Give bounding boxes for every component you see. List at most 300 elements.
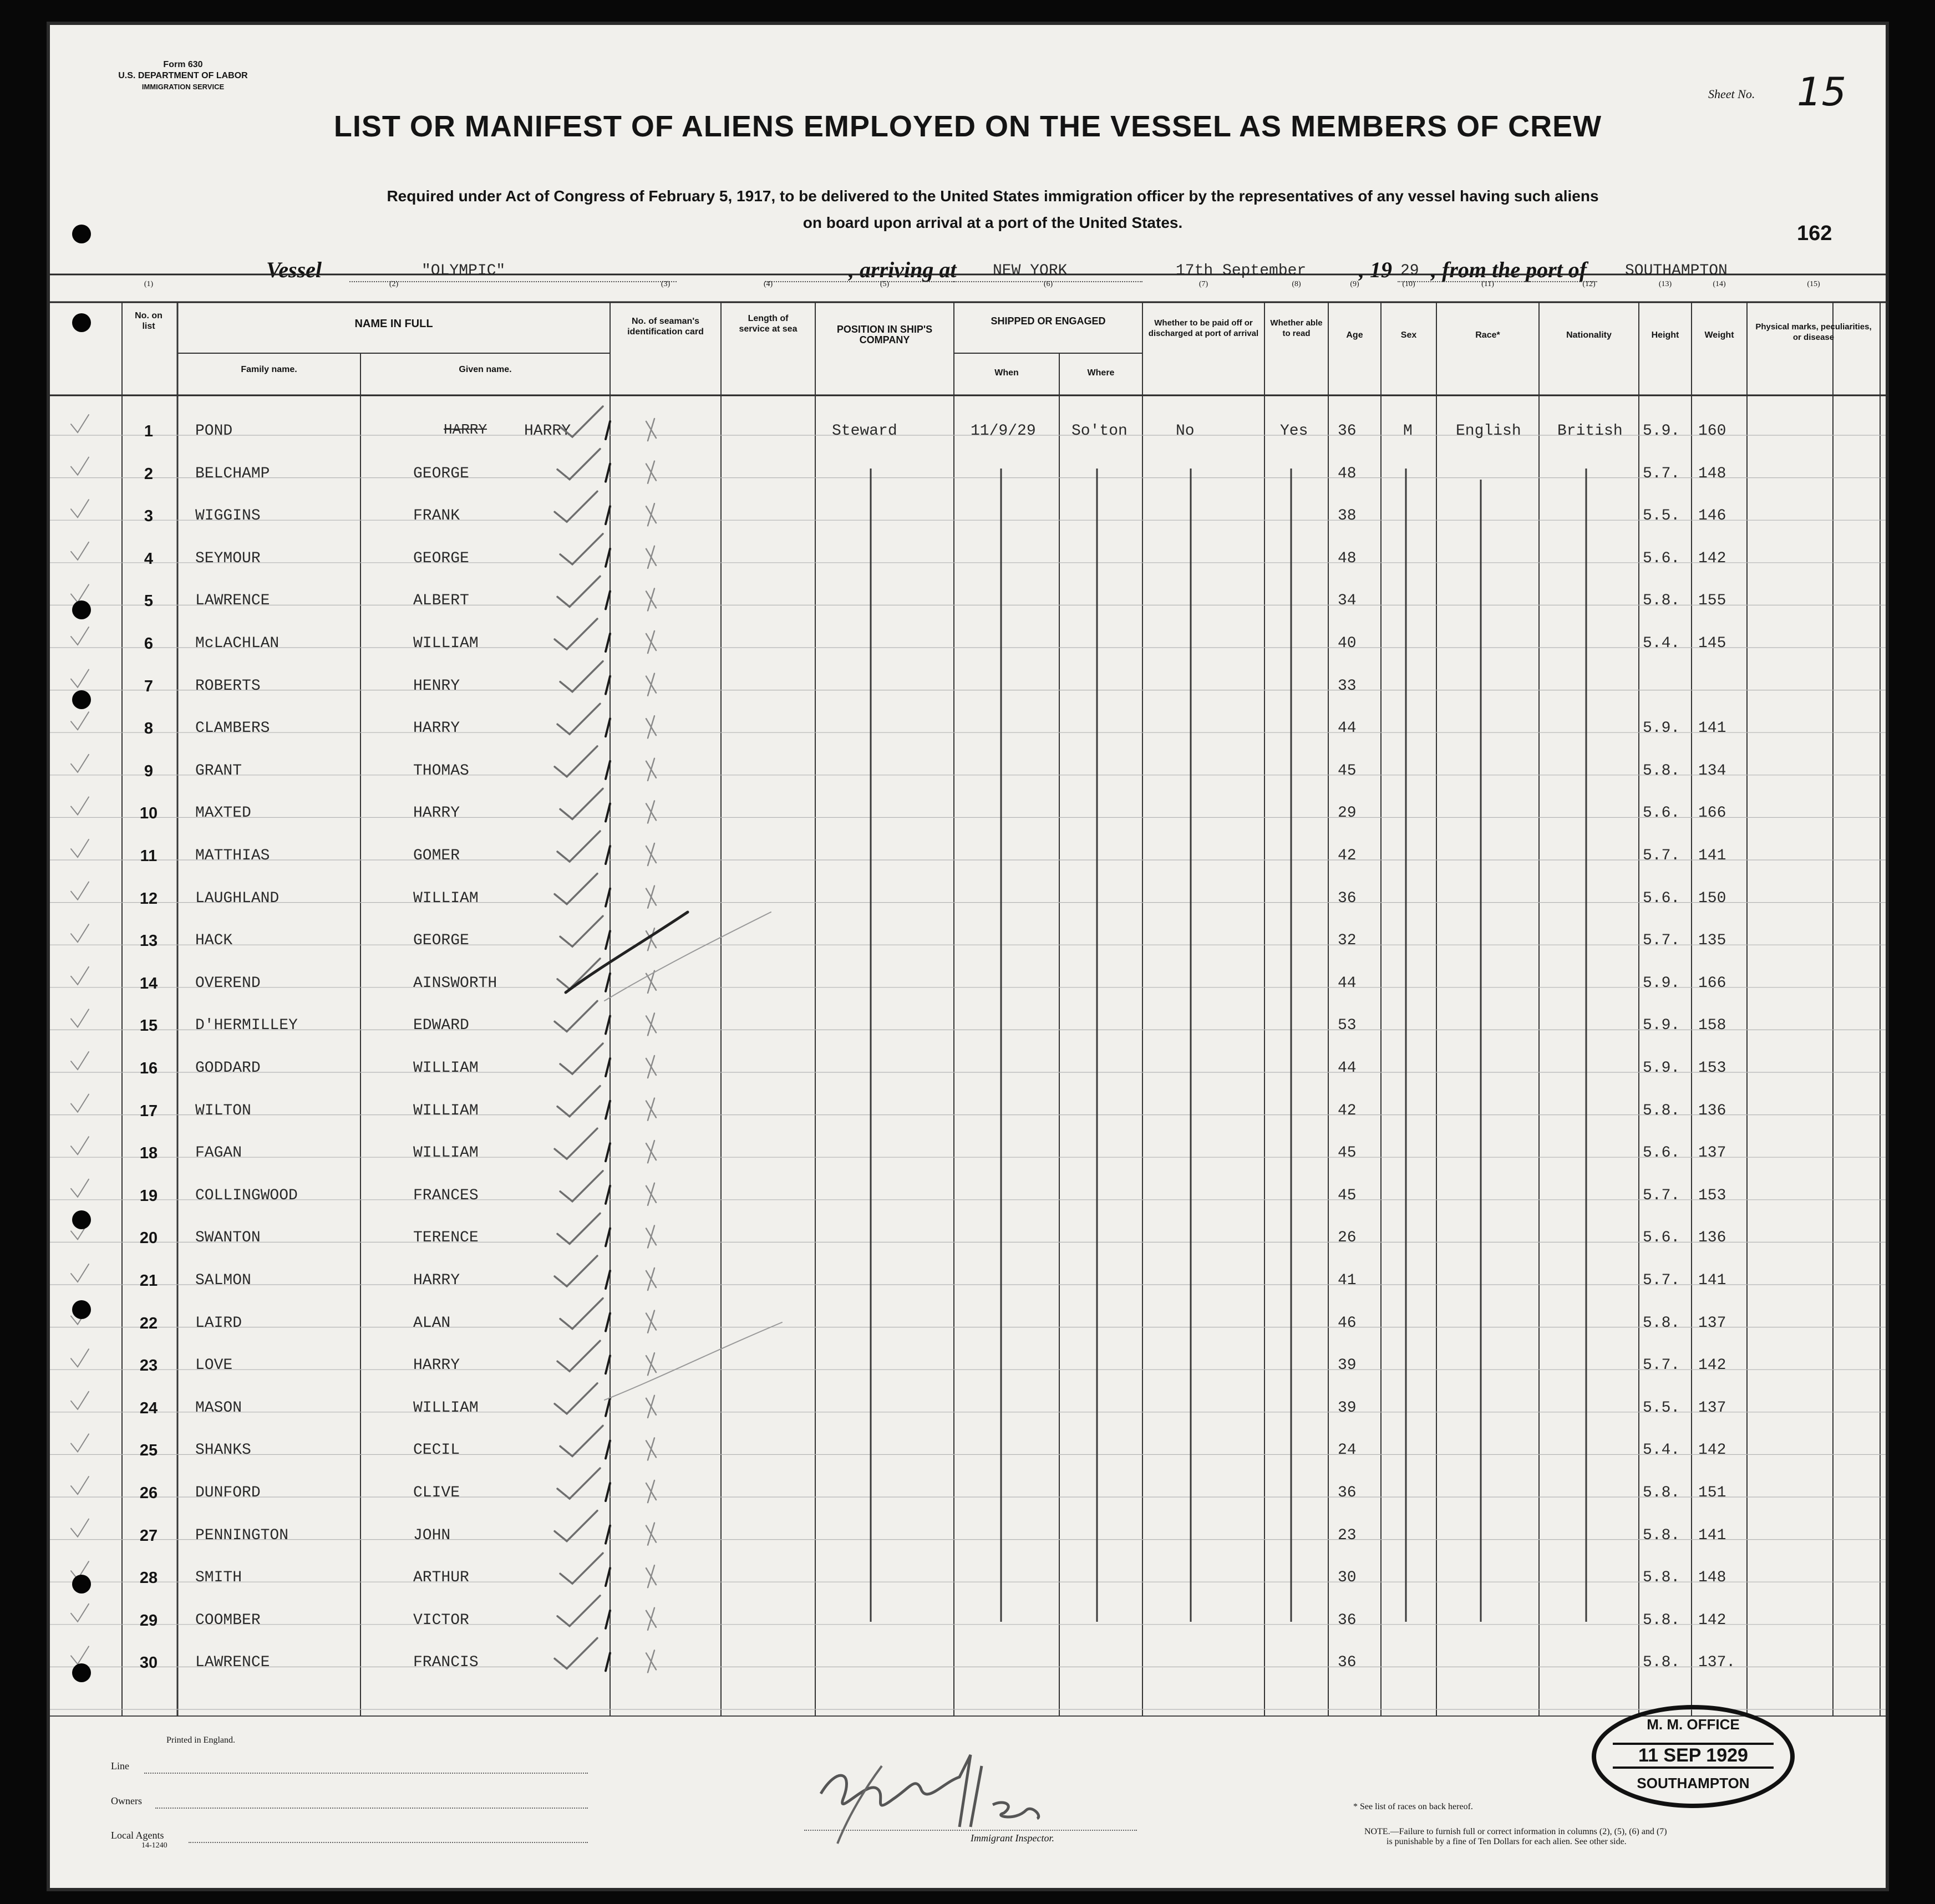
shipped-where-value: So'ton (1071, 422, 1128, 440)
cross-mark (646, 588, 656, 610)
form-number: Form 630 (163, 60, 203, 69)
given-name: JOHN (413, 1526, 451, 1544)
col-1-number: (1) (144, 280, 154, 288)
check-mark (557, 576, 600, 607)
family-name: D'HERMILLEY (195, 1017, 298, 1035)
age-value: 44 (1338, 974, 1357, 992)
given-name: HARRY (413, 805, 460, 822)
weight-value: 142 (1698, 1442, 1726, 1459)
col-2-label: NAME IN FULL (354, 318, 433, 330)
check-mark (557, 831, 600, 862)
given-name: VICTOR (413, 1611, 469, 1629)
col-10-number: (10) (1402, 280, 1415, 288)
height-value: 5.7. (1643, 1187, 1680, 1204)
family-name: WILTON (195, 1102, 251, 1119)
age-value: 48 (1338, 549, 1357, 567)
row-number: 21 (139, 1272, 158, 1290)
row-number: 11 (140, 847, 158, 865)
given-name: FRANK (413, 507, 460, 525)
age-value: 40 (1338, 635, 1357, 652)
family-name: HACK (195, 932, 233, 950)
race-value: English (1456, 422, 1521, 440)
age-value: 53 (1338, 1017, 1357, 1035)
height-value: 5.8. (1643, 1654, 1680, 1672)
check-mark (560, 916, 603, 946)
check-mark (555, 619, 597, 649)
cross-mark (646, 674, 656, 696)
given-name: GEORGE (413, 549, 469, 567)
row-number: 10 (139, 805, 158, 823)
age-value: 44 (1338, 1060, 1357, 1077)
height-value: 5.8. (1643, 1314, 1680, 1332)
weight-value: 153 (1698, 1187, 1726, 1204)
weight-value: 158 (1698, 1017, 1726, 1035)
check-mark (557, 1468, 600, 1499)
family-name: WIGGINS (195, 507, 261, 525)
document-title: LIST OR MANIFEST OF ALIENS EMPLOYED ON THE VESSEL AS MEMBERS OF CREW (333, 110, 1602, 143)
arriving-label: , arriving at (849, 257, 957, 282)
col-5-number: (5) (880, 280, 890, 288)
height-value: 5.8. (1643, 1102, 1680, 1119)
punch-hole (72, 600, 91, 619)
cross-mark (646, 801, 656, 823)
check-mark (557, 1596, 600, 1626)
row-number: 9 (144, 762, 154, 780)
col-8-label: Whether able to read (1270, 318, 1323, 338)
line-label: Line (111, 1760, 129, 1771)
family-name: SALMON (195, 1272, 251, 1289)
age-value: 36 (1338, 889, 1357, 907)
subtitle-line-1: Required under Act of Congress of February 5, 1917, to be delivered to the United States immigration officer by the representatives of any vessel having such aliens (387, 187, 1599, 205)
check-mark (555, 491, 597, 522)
col-7-number: (7) (1198, 280, 1208, 288)
height-value: 5.5. (1643, 1399, 1680, 1417)
weight-value: 136 (1698, 1102, 1726, 1119)
col-7-label: Whether to be paid off or discharged at port of arrival (1148, 318, 1259, 338)
cross-mark (646, 1480, 656, 1503)
margin-tick (71, 712, 89, 730)
given-name: ALBERT (413, 592, 469, 610)
check-mark (560, 661, 603, 692)
col-6-number: (6) (1043, 280, 1053, 288)
given-name: WILLIAM (413, 889, 479, 907)
margin-tick (71, 1349, 89, 1367)
row-number: 22 (139, 1314, 158, 1332)
row-number: 19 (139, 1187, 158, 1205)
cross-mark (646, 1225, 656, 1248)
family-name: COOMBER (195, 1611, 261, 1629)
vessel-name: "OLYMPIC" (421, 262, 506, 279)
col-14-number: (14) (1713, 280, 1726, 288)
weight-value: 166 (1698, 974, 1726, 992)
able-to-read-value: Yes (1280, 422, 1308, 440)
cross-mark (646, 716, 656, 738)
weight-value: 141 (1698, 1526, 1726, 1544)
given-name: HARRY (413, 1272, 460, 1289)
cross-mark (646, 1523, 656, 1545)
card-stroke (606, 1356, 610, 1373)
row-number: 13 (139, 932, 158, 950)
office-stamp (1592, 1705, 1795, 1808)
given-name: EDWARD (413, 1017, 469, 1035)
check-mark (557, 1341, 600, 1371)
row-number: 14 (139, 974, 158, 992)
height-value: 5.7. (1643, 932, 1680, 950)
card-stroke (606, 1228, 610, 1246)
weight-value: 160 (1698, 422, 1726, 440)
family-name: LAIRD (195, 1314, 242, 1332)
cross-mark (646, 461, 656, 483)
weight-value: 137 (1698, 1399, 1726, 1417)
check-mark (560, 1171, 603, 1202)
cross-mark (646, 1650, 656, 1672)
check-mark (560, 1043, 603, 1074)
given-name: WILLIAM (413, 1144, 479, 1162)
card-stroke (606, 1653, 610, 1671)
given-name: TERENCE (413, 1229, 479, 1247)
family-name: SEYMOUR (195, 549, 261, 567)
row-number: 28 (139, 1569, 158, 1587)
given-name: HARRY (413, 720, 460, 737)
card-stroke (606, 1058, 610, 1076)
given-name: AINSWORTH (413, 974, 497, 992)
row-number: 18 (139, 1144, 158, 1163)
family-name: COLLINGWOOD (195, 1187, 298, 1204)
height-value: 5.8. (1643, 592, 1680, 610)
weight-value: 151 (1698, 1484, 1726, 1501)
weight-value: 146 (1698, 507, 1726, 525)
family-name: PENNINGTON (195, 1526, 289, 1544)
height-value: 5.9. (1643, 720, 1680, 737)
age-value: 26 (1338, 1229, 1357, 1247)
given-name: ARTHUR (413, 1569, 469, 1587)
age-value: 41 (1338, 1272, 1357, 1289)
age-value: 45 (1338, 762, 1357, 780)
cross-mark (646, 631, 656, 653)
given-name: CLIVE (413, 1484, 460, 1501)
card-stroke (606, 676, 610, 694)
check-mark (555, 1511, 597, 1541)
from-label: , from the port of (1431, 257, 1587, 282)
age-value: 36 (1338, 1611, 1357, 1629)
margin-tick (71, 1052, 89, 1070)
col-14-label: Weight (1704, 330, 1734, 340)
card-stroke (606, 506, 610, 524)
stamp-top-text: M. M. OFFICE (1647, 1716, 1740, 1733)
family-name: LAUGHLAND (195, 889, 280, 907)
age-value: 24 (1338, 1442, 1357, 1459)
when-header: When (994, 368, 1019, 378)
vessel-label: Vessel (266, 257, 322, 282)
height-value: 5.6. (1643, 889, 1680, 907)
card-stroke (606, 1016, 610, 1034)
shipped-when-value: 11/9/29 (971, 422, 1036, 440)
cross-mark (646, 1565, 656, 1587)
family-name: LAWRENCE (195, 592, 270, 610)
margin-tick (71, 882, 89, 900)
given-name: ALAN (413, 1314, 451, 1332)
check-mark (557, 704, 600, 734)
cross-mark (646, 1013, 656, 1035)
age-value: 36 (1338, 1654, 1357, 1672)
year-prefix: , 19 (1359, 257, 1392, 282)
punch-hole (72, 1300, 91, 1319)
punch-hole (72, 690, 91, 709)
height-value: 5.9. (1643, 1060, 1680, 1077)
agents-field (189, 1842, 588, 1843)
age-value: 36 (1338, 422, 1357, 440)
margin-tick (71, 584, 89, 602)
height-value: 5.4. (1643, 1442, 1680, 1459)
paid-off-value: No (1176, 422, 1195, 440)
printed-in: Printed in England. (166, 1735, 235, 1745)
card-stroke (606, 1101, 610, 1119)
check-mark (560, 534, 603, 564)
given-name: WILLIAM (413, 1060, 479, 1077)
check-mark (555, 874, 597, 904)
col-9-number: (9) (1350, 280, 1359, 288)
nationality-value: British (1557, 422, 1623, 440)
pencil-stroke (605, 912, 771, 1001)
given-name: HENRY (413, 677, 460, 695)
margin-tick (71, 924, 89, 942)
department-name: U.S. DEPARTMENT OF LABOR (118, 71, 248, 80)
margin-tick (71, 1434, 89, 1452)
given-name: FRANCES (413, 1187, 479, 1204)
service-name: IMMIGRATION SERVICE (141, 83, 225, 91)
age-value: 45 (1338, 1144, 1357, 1162)
arrival-year: 29 (1400, 262, 1419, 279)
given-name: FRANCIS (413, 1654, 479, 1672)
margin-tick (71, 1179, 89, 1197)
weight-value: 141 (1698, 720, 1726, 737)
pencil-stroke (605, 1322, 782, 1400)
weight-value: 141 (1698, 847, 1726, 864)
check-mark (560, 1426, 603, 1456)
margin-tick (71, 670, 89, 688)
age-value: 36 (1338, 1484, 1357, 1501)
penalty-note (1364, 1827, 1667, 1847)
cross-mark (646, 546, 656, 568)
check-mark (557, 1086, 600, 1117)
row-number: 25 (139, 1442, 158, 1460)
card-stroke (606, 634, 610, 651)
row-number: 26 (139, 1484, 158, 1502)
card-stroke (606, 1440, 610, 1458)
card-stroke (606, 1186, 610, 1204)
col-8-number: (8) (1292, 280, 1301, 288)
row-number: 30 (139, 1654, 158, 1672)
inspector-signature (804, 1733, 1115, 1860)
margin-tick (71, 1009, 89, 1027)
cross-mark (646, 1396, 656, 1418)
family-name: FAGAN (195, 1144, 242, 1162)
punch-hole (72, 1663, 91, 1682)
margin-tick (71, 1392, 89, 1409)
height-value: 5.8. (1643, 1526, 1680, 1544)
col-12-label: Nationality (1566, 330, 1612, 340)
row-number: 12 (139, 889, 158, 908)
cross-mark (646, 1183, 656, 1205)
cross-mark (646, 1268, 656, 1290)
form-code: 14-1240 (141, 1841, 167, 1850)
owners-field (155, 1808, 588, 1809)
row-number: 4 (144, 549, 154, 568)
margin-tick (71, 542, 89, 560)
height-value: 5.9. (1643, 1017, 1680, 1035)
family-name: MASON (195, 1399, 242, 1417)
check-mark (555, 1001, 597, 1031)
card-stroke (606, 1398, 610, 1416)
col-4-number: (4) (763, 280, 773, 288)
weight-value: 150 (1698, 889, 1726, 907)
row-number: 15 (139, 1017, 158, 1035)
check-mark (555, 1383, 597, 1414)
weight-value: 155 (1698, 592, 1726, 610)
card-stroke (606, 1568, 610, 1586)
card-stroke (606, 464, 610, 482)
row-number: 27 (139, 1526, 158, 1545)
penalty-note-line-2: is punishable by a fine of Ten Dollars for each alien. See other side. (1387, 1837, 1627, 1846)
col-2-number: (2) (389, 280, 399, 288)
age-value: 38 (1338, 507, 1357, 525)
age-value: 48 (1338, 465, 1357, 482)
card-stroke (606, 803, 610, 821)
card-stroke (606, 1314, 610, 1331)
cross-mark (646, 886, 656, 908)
margin-tick (71, 755, 89, 772)
position-value: Steward (832, 422, 897, 440)
age-value: 46 (1338, 1314, 1357, 1332)
card-stroke (606, 931, 610, 949)
owners-label: Owners (111, 1795, 142, 1806)
where-header: Where (1087, 368, 1115, 378)
weight-value: 142 (1698, 1357, 1726, 1374)
age-value: 45 (1338, 1187, 1357, 1204)
height-value: 5.6. (1643, 805, 1680, 822)
weight-value: 141 (1698, 1272, 1726, 1289)
height-value: 5.7. (1643, 847, 1680, 864)
col-3-label: No. of seaman's identification card (627, 317, 704, 337)
cross-mark (646, 843, 656, 866)
subtitle-line-2: on board upon arrival at a port of the United States. (803, 214, 1183, 231)
row-number: 5 (144, 592, 154, 610)
weight-value: 148 (1698, 1569, 1726, 1587)
age-value: 44 (1338, 720, 1357, 737)
weight-value: 135 (1698, 932, 1726, 950)
weight-value: 137. (1698, 1654, 1736, 1672)
row-number: 23 (139, 1357, 158, 1375)
card-stroke (606, 1271, 610, 1289)
weight-value: 148 (1698, 465, 1726, 482)
card-stroke (606, 591, 610, 609)
age-value: 42 (1338, 1102, 1357, 1119)
check-mark (560, 788, 603, 819)
inspector-label: Immigrant Inspector. (971, 1832, 1054, 1844)
col-15-number: (15) (1807, 280, 1820, 288)
age-value: 42 (1338, 847, 1357, 864)
height-value: 5.6. (1643, 549, 1680, 567)
given-name: WILLIAM (413, 1102, 479, 1119)
check-mark (560, 1553, 603, 1584)
family-name: BELCHAMP (195, 465, 270, 482)
family-name: ROBERTS (195, 677, 261, 695)
card-stroke (606, 889, 610, 907)
height-value: 5.8. (1643, 1569, 1680, 1587)
row-number: 2 (144, 465, 154, 483)
card-stroke (606, 761, 610, 779)
cross-mark (646, 1353, 656, 1375)
arrival-date: 17th September (1176, 262, 1307, 279)
family-name: POND (195, 422, 233, 440)
check-mark (557, 1213, 600, 1244)
margin-tick (71, 1646, 89, 1664)
given-name: GEORGE (413, 932, 469, 950)
age-value: 33 (1338, 677, 1357, 695)
card-stroke (606, 974, 610, 991)
family-name: McLACHLAN (195, 635, 280, 652)
check-mark (555, 1256, 597, 1286)
punch-hole (72, 225, 91, 243)
family-name: SMITH (195, 1569, 242, 1587)
col-13-number: (13) (1658, 280, 1672, 288)
card-stroke (606, 1143, 610, 1161)
cross-mark (646, 503, 656, 526)
check-mark (555, 1128, 597, 1159)
card-stroke (606, 1526, 610, 1544)
check-mark (557, 449, 600, 480)
margin-tick (71, 967, 89, 985)
punch-hole (72, 1575, 91, 1594)
height-value: 5.5. (1643, 507, 1680, 525)
given-name: GEORGE (413, 465, 469, 482)
family-name: SHANKS (195, 1442, 251, 1459)
col-15-label: Physical marks, peculiarities, or disease (1755, 322, 1872, 342)
sheet-number: 15 (1797, 69, 1847, 115)
cross-mark (646, 1141, 656, 1163)
family-name: LOVE (195, 1357, 233, 1374)
margin-tick (71, 1519, 89, 1537)
weight-value: 142 (1698, 1611, 1726, 1629)
height-value: 5.9. (1643, 974, 1680, 992)
col-4-label: Length of service at sea (739, 314, 798, 334)
age-value: 23 (1338, 1526, 1357, 1544)
margin-tick (71, 500, 89, 517)
row-number: 24 (139, 1399, 158, 1417)
age-value: 34 (1338, 592, 1357, 610)
col-10-label: Sex (1400, 330, 1417, 340)
card-stroke (606, 549, 610, 567)
height-value: 5.4. (1643, 635, 1680, 652)
cross-mark (646, 758, 656, 781)
check-mark (555, 746, 597, 777)
weight-value: 142 (1698, 549, 1726, 567)
arrival-port: NEW YORK (993, 262, 1068, 279)
weight-value: 137 (1698, 1144, 1726, 1162)
margin-tick (71, 1477, 89, 1494)
sex-value: M (1403, 422, 1413, 440)
col-11-number: (11) (1481, 280, 1494, 288)
row-number: 7 (144, 677, 154, 695)
card-stroke (606, 846, 610, 864)
row-number: 8 (144, 720, 154, 738)
family-name: OVEREND (195, 974, 261, 992)
given-name-header: Given name. (459, 365, 512, 374)
stamp-bottom-text: SOUTHAMPTON (1637, 1775, 1750, 1791)
family-name: GODDARD (195, 1060, 261, 1077)
card-stroke (606, 1611, 610, 1628)
punch-hole (72, 1210, 91, 1229)
